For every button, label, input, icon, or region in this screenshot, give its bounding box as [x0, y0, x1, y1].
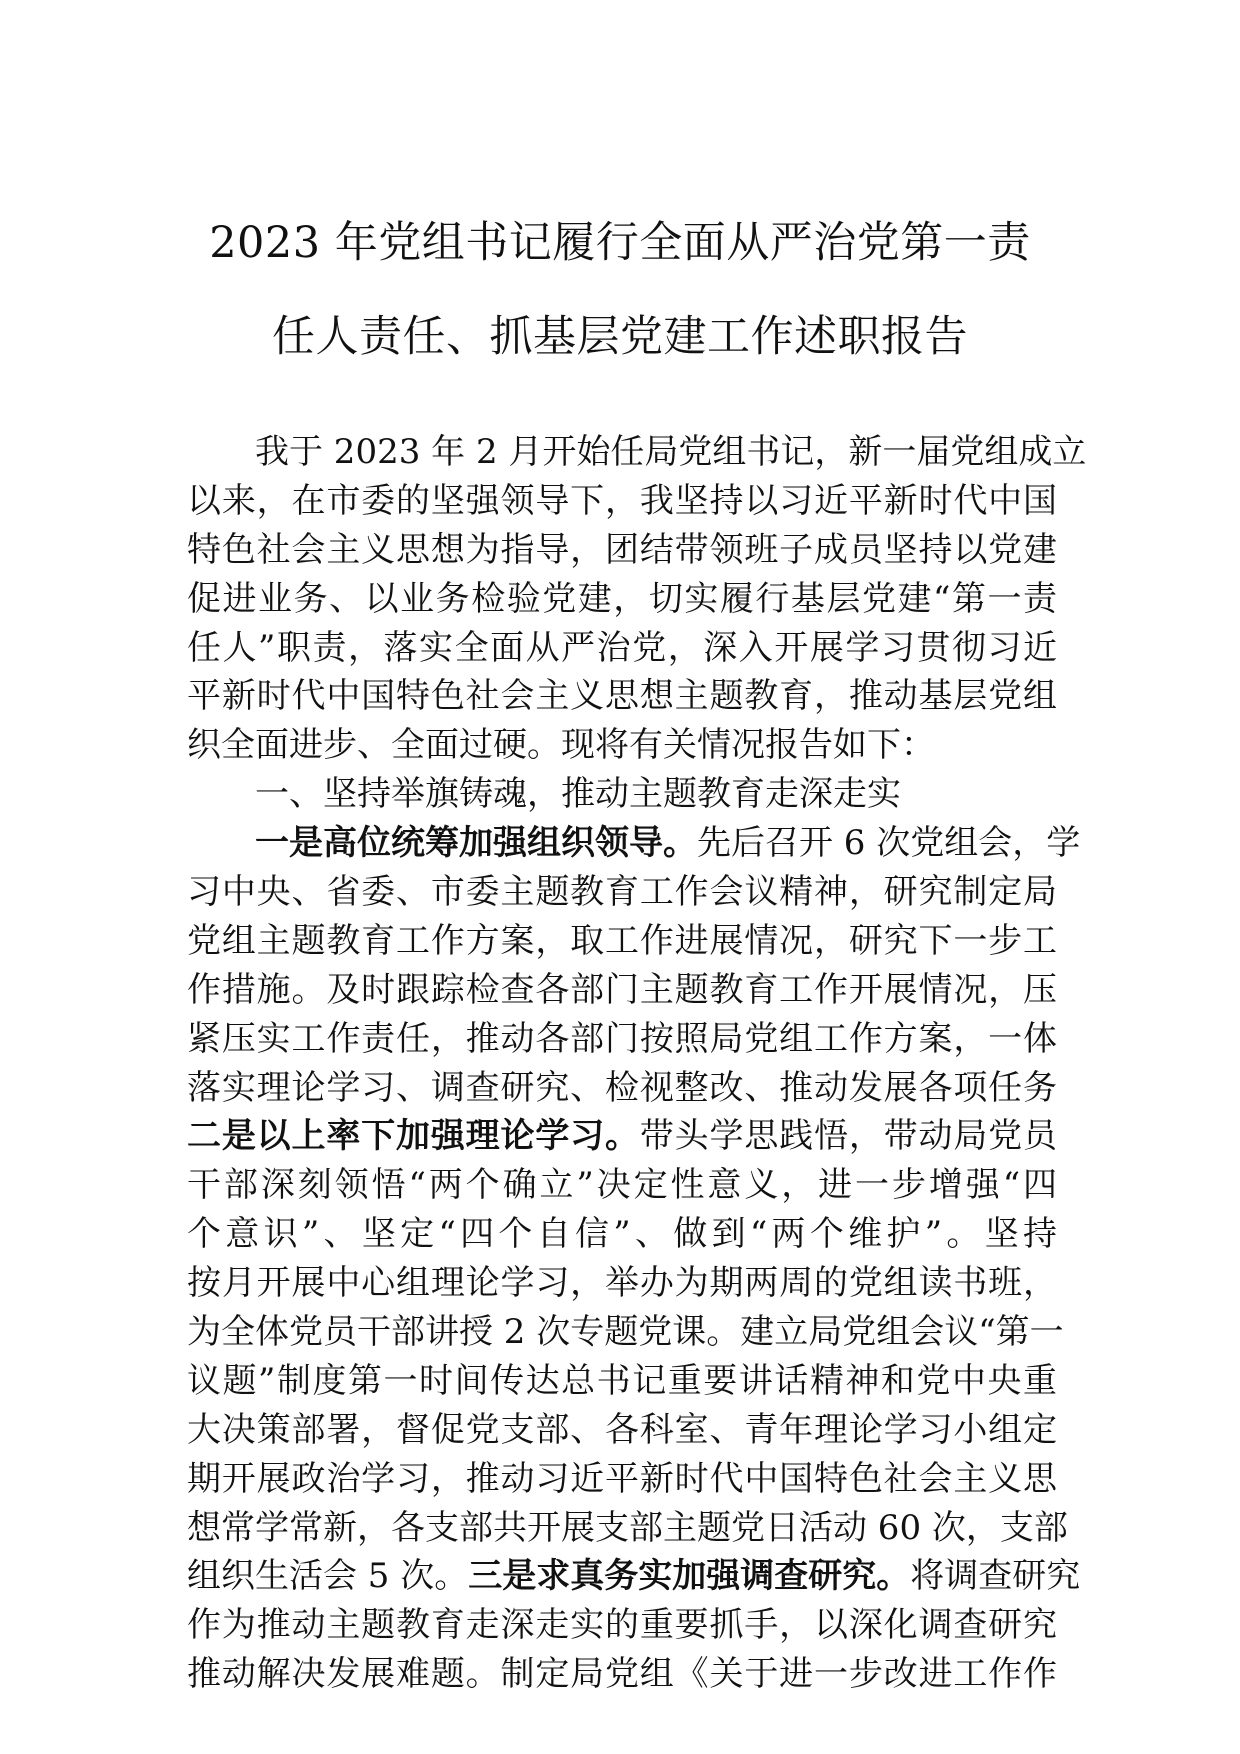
- body-line: [187, 575, 1057, 624]
- body-line: [187, 1455, 1057, 1504]
- body-text-segment: 落实理论学习、调查研究、检视整改、推动发展各项任务: [187, 1067, 1057, 1108]
- body-line: [187, 526, 1057, 575]
- body-line: [187, 868, 1057, 917]
- body-text-segment: 促进业务、以业务检验党建，切实履行基层党建“第一责: [187, 578, 1057, 619]
- body-line: [187, 1504, 1068, 1553]
- body-line: [187, 1552, 1081, 1601]
- body-text-segment: 组织生活会 5 次。: [187, 1556, 469, 1597]
- body-line: [187, 624, 1057, 673]
- body-line: [187, 477, 1057, 526]
- body-line: [187, 428, 1087, 477]
- body-text-segment: 将调查研究: [910, 1556, 1081, 1597]
- body-line: [187, 1161, 1057, 1210]
- document-title-line-2: 任人责任、抓基层党建工作述职报告: [272, 312, 968, 362]
- body-text-segment: 作为推动主题教育走深走实的重要抓手，以深化调查研究: [187, 1605, 1057, 1646]
- body-text-segment: 议题”制度第一时间传达总书记重要讲话精神和党中央重: [187, 1360, 1057, 1401]
- body-text-segment: 紧压实工作责任，推动各部门按照局党组工作方案，一体: [187, 1018, 1057, 1059]
- body-line: [187, 1259, 1057, 1308]
- body-line: [187, 1015, 1057, 1064]
- body-text-segment: 一、坚持举旗铸魂，推动主题教育走深走实: [255, 774, 901, 815]
- body-text-segment: 为全体党员干部讲授 2 次专题党课。建立局党组会议“第一: [187, 1312, 1064, 1353]
- body-text-segment: 我于 2023 年 2 月开始任局党组书记，新一届党组成立: [255, 432, 1087, 472]
- body-text-segment: 期开展政治学习，推动习近平新时代中国特色社会主义思: [187, 1458, 1057, 1499]
- body-text-segment: 干部深刻领悟“两个确立”决定性意义，进一步增强“四: [187, 1165, 1057, 1206]
- body-line: [187, 1112, 1057, 1161]
- body-line: [187, 966, 1057, 1015]
- body-text-segment: 个意识”、坚定“四个自信”、做到“两个维护”。坚持: [187, 1214, 1057, 1255]
- body-line: [187, 1650, 1057, 1699]
- body-text-segment: 习中央、省委、市委主题教育工作会议精神，研究制定局: [187, 872, 1057, 913]
- body-text-segment: 带头学思践悟，带动局党员: [639, 1116, 1058, 1157]
- body-line: [187, 672, 1057, 721]
- body-text-segment: 以来，在市委的坚强领导下，我坚持以习近平新时代中国: [187, 480, 1057, 521]
- body-text-segment: 按月开展中心组理论学习，举办为期两周的党组读书班，: [187, 1263, 1057, 1304]
- body-text-segment: 特色社会主义思想为指导，团结带领班子成员坚持以党建: [187, 529, 1057, 570]
- body-text-segment: 大决策部署，督促党支部、各科室、青年理论学习小组定: [187, 1409, 1057, 1450]
- bold-heading-text: 一是高位统筹加强组织领导。: [255, 823, 697, 864]
- body-line: [187, 1064, 1057, 1113]
- body-line: [187, 917, 1057, 966]
- body-line: [187, 1308, 1064, 1357]
- document-title-line-1: 2023 年党组书记履行全面从严治党第一责: [209, 218, 1031, 268]
- body-text-segment: 先后召开 6 次党组会，学: [697, 823, 1081, 864]
- body-text-segment: 作措施。及时跟踪检查各部门主题教育工作开展情况，压: [187, 969, 1057, 1010]
- body-text-segment: 想常学常新，各支部共开展支部主题党日活动 60 次，支部: [187, 1507, 1068, 1548]
- body-line: [187, 1357, 1057, 1406]
- bold-heading-text: 三是求真务实加强调查研究。: [468, 1556, 911, 1597]
- body-line: [187, 770, 1057, 819]
- body-line: [187, 1210, 1057, 1259]
- body-text-segment: 党组主题教育工作方案，取工作进展情况，研究下一步工: [187, 920, 1057, 961]
- body-text-segment: 织全面进步、全面过硬。现将有关情况报告如下：: [187, 725, 935, 766]
- body-line: [187, 1601, 1057, 1650]
- body-text-segment: 任人”职责，落实全面从严治党，深入开展学习贯彻习近: [187, 627, 1057, 668]
- body-line: [187, 819, 1081, 868]
- bold-heading-text: 二是以上率下加强理论学习。: [187, 1116, 640, 1157]
- body-text-segment: 平新时代中国特色社会主义思想主题教育，推动基层党组: [187, 676, 1057, 717]
- body-line: [187, 1406, 1057, 1455]
- body-text-segment: 推动解决发展难题。制定局党组《关于进一步改进工作作: [187, 1654, 1057, 1695]
- document-body: [187, 428, 1087, 1699]
- body-line: [187, 721, 1057, 770]
